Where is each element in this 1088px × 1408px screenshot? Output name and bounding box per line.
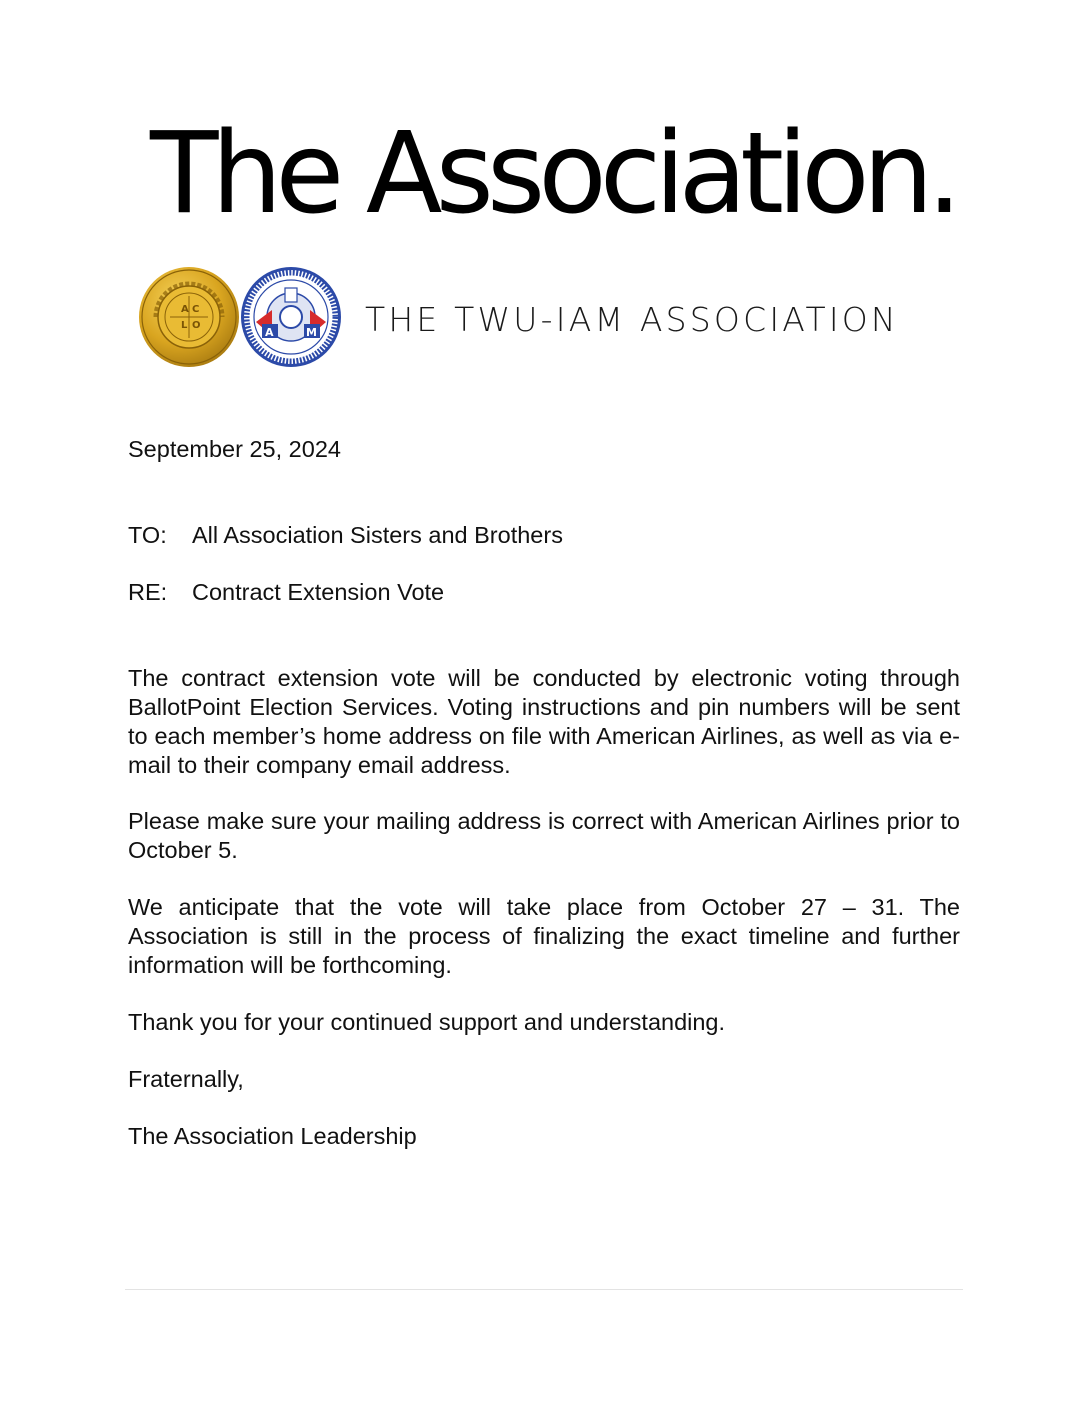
masthead-title: The Association. bbox=[150, 109, 956, 239]
body-paragraph-4: Thank you for your continued support and understanding. bbox=[128, 1009, 726, 1035]
to-line bbox=[128, 521, 960, 550]
re-value: Contract Extension Vote bbox=[192, 579, 445, 605]
re-line bbox=[128, 578, 960, 607]
iam-seal-icon bbox=[240, 266, 342, 368]
letter-date: September 25, 2024 bbox=[128, 436, 341, 462]
svg-text:L: L bbox=[181, 320, 188, 331]
body-paragraph-2: Please make sure your mailing address is correct with American Airlines prior to October 5. bbox=[128, 808, 960, 863]
body-paragraph-3: We anticipate that the vote will take place from October 27 – 31. The Association is still in the process of finalizing the exact timeline and further information will be forthcoming. bbox=[128, 894, 960, 978]
closing: Fraternally, bbox=[128, 1066, 244, 1092]
masthead-subtitle: THE TWU-IAM ASSOCIATION bbox=[365, 300, 899, 339]
re-label: RE: bbox=[128, 579, 168, 605]
svg-text:A: A bbox=[265, 326, 274, 339]
to-value: All Association Sisters and Brothers bbox=[192, 522, 563, 548]
footer-divider bbox=[125, 1289, 963, 1290]
twu-seal-icon bbox=[138, 266, 240, 368]
signature: The Association Leadership bbox=[128, 1123, 417, 1149]
svg-text:A: A bbox=[181, 304, 189, 315]
svg-text:M: M bbox=[306, 326, 317, 339]
to-label: TO: bbox=[128, 522, 167, 548]
svg-text:O: O bbox=[192, 320, 201, 331]
svg-text:C: C bbox=[192, 304, 200, 315]
body-paragraph-1: The contract extension vote will be conducted by electronic voting through BallotPoint Election Services. Voting instructions and pin numbers will be sent to each member’s home address on file with American Airlines, as well as via e-mail to their company email address. bbox=[128, 665, 960, 778]
